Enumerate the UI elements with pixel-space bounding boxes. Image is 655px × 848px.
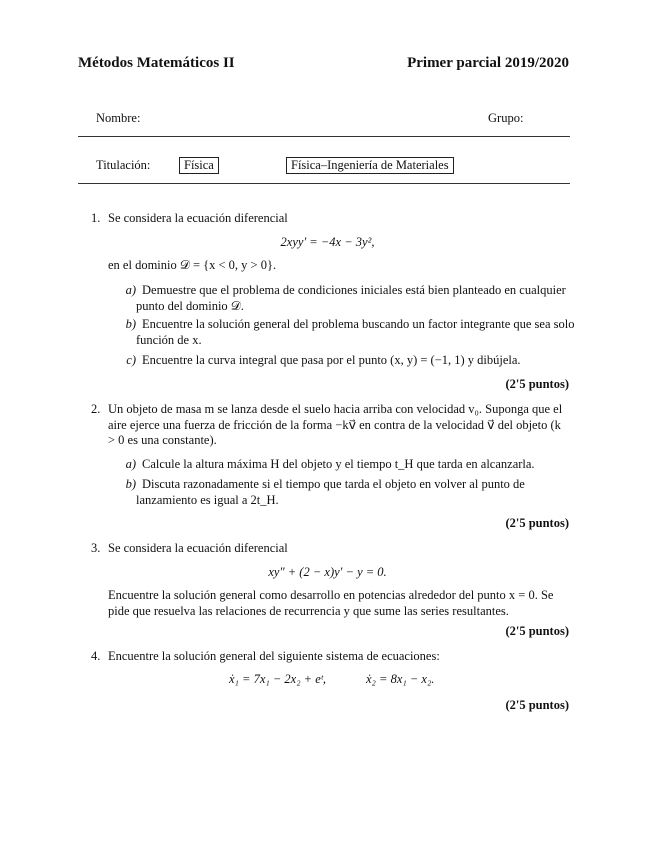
subquestion-label: a) [125, 457, 136, 471]
equation: ẋ₂ = 8x₁ − x₂. [366, 672, 435, 686]
subquestion-text: Encuentre la curva integral que pasa por el punto (x, y) = (−1, 1) y dibújela. [142, 353, 521, 367]
question-intro: Se considera la ecuación diferencial [108, 541, 288, 555]
equation: xy″ + (2 − x)y′ − y = 0. [268, 565, 387, 579]
name-label: Nombre: [96, 111, 141, 125]
subquestion-label: a) [125, 283, 136, 297]
subquestion [116, 457, 589, 473]
question-intro: Un objeto de masa m se lanza desde el suelo hacia arriba con velocidad v₀. Suponga que el aire ejerce una fuerza de fricción de la forma −kv⃗ en contra de la velocidad v⃗ del objeto (k > 0 es una constante). [108, 402, 563, 447]
domain-text: en el dominio 𝒟 = {x < 0, y > 0}. [108, 258, 277, 272]
points-label: (2'5 puntos) [505, 624, 569, 638]
question-text: Encuentre la solución general como desarrollo en potencias alrededor del punto x = 0. Se pide que resuelva las relaciones de recurrencia y que sume las series resultantes. [108, 588, 554, 618]
points-label: (2'5 puntos) [505, 698, 569, 712]
equation: 2xyy′ = −4x − 3y², [280, 235, 375, 249]
subquestion [116, 317, 589, 348]
question-number: 1. [91, 211, 101, 225]
question-number: 3. [91, 541, 101, 555]
question-intro: Se considera la ecuación diferencial [108, 211, 288, 225]
group-label: Grupo: [488, 111, 524, 125]
subquestion-label: b) [125, 317, 136, 331]
subquestion [116, 283, 589, 314]
equation: ẋ₁ = 7x₁ − 2x₂ + eᵗ, [229, 672, 327, 686]
points-label: (2'5 puntos) [505, 516, 569, 530]
divider [78, 136, 570, 137]
subquestion-text: Discuta razonadamente si el tiempo que tarda el objeto en volver al punto de lanzamiento es igual a 2t_H. [136, 477, 525, 507]
degree-option-materiales[interactable]: Física–Ingeniería de Materiales [286, 157, 454, 174]
subquestion-text: Calcule la altura máxima H del objeto y el tiempo t_H que tarda en alcanzarla. [142, 457, 535, 471]
question-intro: Encuentre la solución general del siguiente sistema de ecuaciones: [108, 649, 440, 663]
degree-label: Titulación: [96, 158, 151, 172]
subquestion-label: b) [125, 477, 136, 491]
course-title: Métodos Matemáticos II [78, 55, 235, 71]
subquestion [116, 353, 589, 369]
degree-option-fisica[interactable]: Física [179, 157, 219, 174]
question-number: 4. [91, 649, 101, 663]
divider [78, 183, 570, 184]
subquestion-text: Encuentre la solución general del problema buscando un factor integrante que sea solo función de x. [136, 317, 575, 347]
exam-title: Primer parcial 2019/2020 [407, 55, 569, 71]
subquestion-label: c) [126, 353, 136, 367]
subquestion [116, 477, 589, 508]
points-label: (2'5 puntos) [505, 377, 569, 391]
subquestion-text: Demuestre que el problema de condiciones iniciales está bien planteado en cualquier punto del dominio 𝒟. [136, 283, 566, 313]
question-number: 2. [91, 402, 101, 416]
